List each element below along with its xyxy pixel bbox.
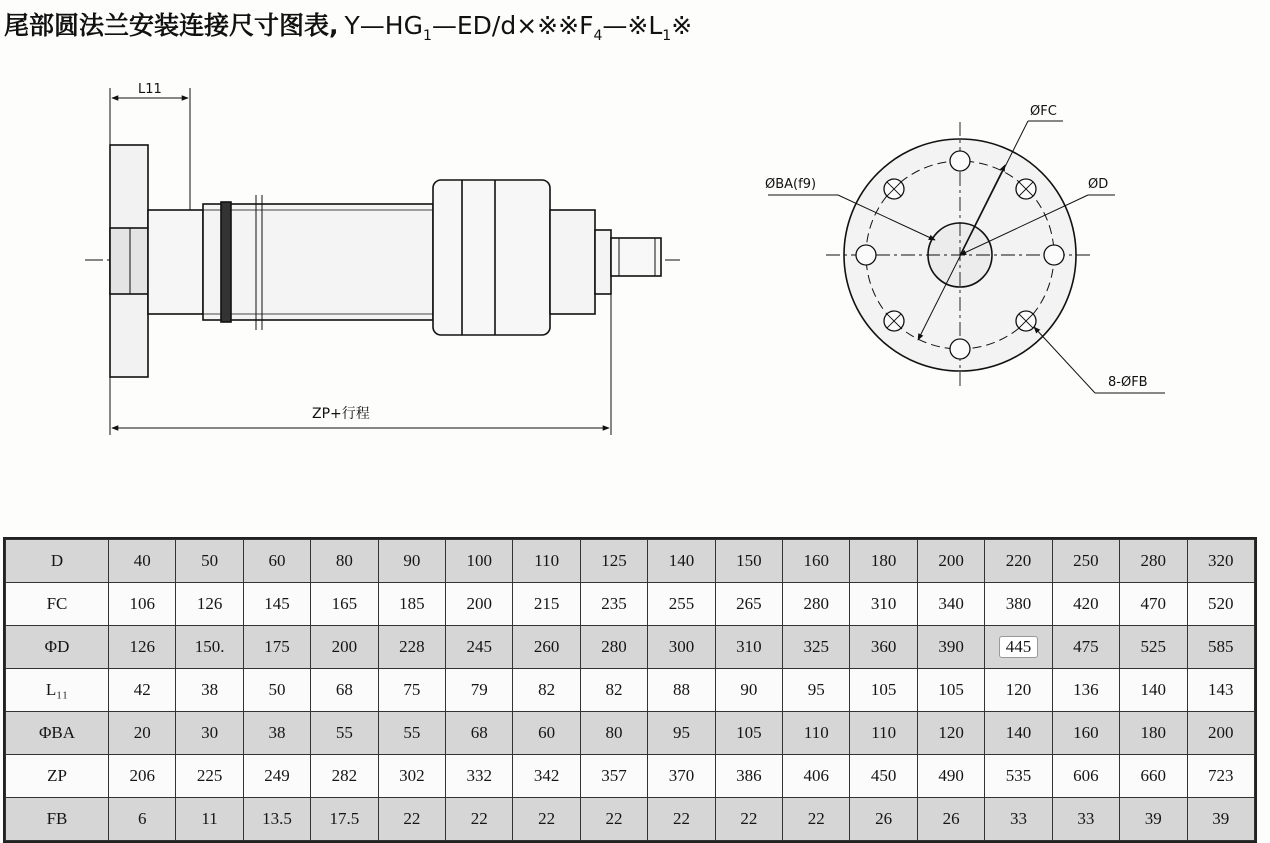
- table-cell: 82: [513, 669, 580, 712]
- row-header: L₁₁: [6, 669, 109, 712]
- table-cell: 150: [715, 540, 782, 583]
- front-head: [433, 180, 550, 335]
- table-cell: 200: [311, 626, 378, 669]
- row-header: D: [6, 540, 109, 583]
- table-cell: 39: [1120, 798, 1187, 841]
- table-cell: 200: [917, 540, 984, 583]
- table-cell: 95: [648, 712, 715, 755]
- table-cell: 280: [580, 626, 647, 669]
- rear-cap: [148, 210, 203, 314]
- table-cell: 180: [850, 540, 917, 583]
- table-cell: 79: [446, 669, 513, 712]
- table-cell: 325: [783, 626, 850, 669]
- table-cell: 110: [850, 712, 917, 755]
- table-cell: 175: [243, 626, 310, 669]
- table-cell: 22: [513, 798, 580, 841]
- cylinder-side-view: [85, 88, 680, 435]
- table-cell: 20: [109, 712, 176, 755]
- table-cell: 82: [580, 669, 647, 712]
- dimension-table: [3, 537, 1257, 843]
- table-cell: 535: [985, 755, 1052, 798]
- table-cell: 282: [311, 755, 378, 798]
- table-cell: 660: [1120, 755, 1187, 798]
- cylinder-tube: [203, 204, 433, 320]
- table-cell: 60: [243, 540, 310, 583]
- table-cell: 265: [715, 583, 782, 626]
- table-row: [6, 540, 1255, 583]
- table-cell: 140: [1120, 669, 1187, 712]
- table-cell: 585: [1187, 626, 1255, 669]
- table-cell: 110: [513, 540, 580, 583]
- table-cell: 26: [917, 798, 984, 841]
- table-cell: 106: [109, 583, 176, 626]
- table-cell: 90: [378, 540, 445, 583]
- table-cell: 332: [446, 755, 513, 798]
- table-cell: 80: [311, 540, 378, 583]
- table-cell: 310: [850, 583, 917, 626]
- table-row: [6, 626, 1255, 669]
- table-cell: 302: [378, 755, 445, 798]
- label-fc: ØFC: [1030, 104, 1057, 119]
- table-cell: 140: [985, 712, 1052, 755]
- table-cell: 38: [176, 669, 243, 712]
- table-cell: 105: [850, 669, 917, 712]
- table-cell: 68: [311, 669, 378, 712]
- table-cell: 200: [1187, 712, 1255, 755]
- table-cell: 245: [446, 626, 513, 669]
- table-cell: 300: [648, 626, 715, 669]
- table-cell: 260: [513, 626, 580, 669]
- page-title: 尾部圆法兰安装连接尺寸图表, $Y—HG_1—ED/d\times※※F_4—※L_1※$: [4, 11, 693, 44]
- table-cell: 340: [917, 583, 984, 626]
- table-cell: 80: [580, 712, 647, 755]
- table-cell: 22: [648, 798, 715, 841]
- table-row: [6, 712, 1255, 755]
- table-cell: 380: [985, 583, 1052, 626]
- table-cell: 105: [917, 669, 984, 712]
- table-cell: 360: [850, 626, 917, 669]
- table-cell: 165: [311, 583, 378, 626]
- table-cell: 390: [917, 626, 984, 669]
- row-header: ΦD: [6, 626, 109, 669]
- table-cell: 606: [1052, 755, 1119, 798]
- table-cell: 120: [985, 669, 1052, 712]
- table-row: [6, 583, 1255, 626]
- table-cell: [985, 626, 1052, 669]
- table-cell: 88: [648, 669, 715, 712]
- table-cell: 406: [783, 755, 850, 798]
- table-cell: 310: [715, 626, 782, 669]
- table-cell: 39: [1187, 798, 1255, 841]
- table-cell: 75: [378, 669, 445, 712]
- table-cell: 490: [917, 755, 984, 798]
- table-cell: 38: [243, 712, 310, 755]
- row-header: FB: [6, 798, 109, 841]
- table-cell: 11: [176, 798, 243, 841]
- table-cell: 150.: [176, 626, 243, 669]
- table-cell: 525: [1120, 626, 1187, 669]
- seal-ring: [221, 202, 231, 322]
- table-cell: 206: [109, 755, 176, 798]
- table-cell: 357: [580, 755, 647, 798]
- table-cell: 50: [243, 669, 310, 712]
- table-cell: 22: [378, 798, 445, 841]
- table-row: [6, 669, 1255, 712]
- table-cell: 22: [580, 798, 647, 841]
- table-cell: 342: [513, 755, 580, 798]
- table-cell: 520: [1187, 583, 1255, 626]
- table-cell: 68: [446, 712, 513, 755]
- table-cell: 55: [311, 712, 378, 755]
- table-cell: 30: [176, 712, 243, 755]
- table-cell: 13.5: [243, 798, 310, 841]
- table-cell: 280: [1120, 540, 1187, 583]
- row-header: FC: [6, 583, 109, 626]
- table-cell: 6: [109, 798, 176, 841]
- title-main: 尾部圆法兰安装连接尺寸图表: [4, 11, 330, 40]
- table-cell: 250: [1052, 540, 1119, 583]
- table-cell: 215: [513, 583, 580, 626]
- table-cell: 55: [378, 712, 445, 755]
- label-zp-stroke: ZP+行程: [312, 406, 370, 422]
- table-cell: 249: [243, 755, 310, 798]
- table-cell: 140: [648, 540, 715, 583]
- table-cell: 180: [1120, 712, 1187, 755]
- table-cell: 320: [1187, 540, 1255, 583]
- label-d: ØD: [1088, 177, 1109, 192]
- table-cell: 386: [715, 755, 782, 798]
- table-cell: 90: [715, 669, 782, 712]
- table-cell: 220: [985, 540, 1052, 583]
- table-cell: 105: [715, 712, 782, 755]
- table-cell: 225: [176, 755, 243, 798]
- table-cell: 22: [446, 798, 513, 841]
- row-header: ZP: [6, 755, 109, 798]
- table-cell: 26: [850, 798, 917, 841]
- table-cell: 145: [243, 583, 310, 626]
- table-cell: 125: [580, 540, 647, 583]
- table-cell: 33: [985, 798, 1052, 841]
- table-cell: 100: [446, 540, 513, 583]
- table-cell: 475: [1052, 626, 1119, 669]
- table-cell: 143: [1187, 669, 1255, 712]
- table-cell: 110: [783, 712, 850, 755]
- row-header: ΦBA: [6, 712, 109, 755]
- table-cell: 136: [1052, 669, 1119, 712]
- table-cell: 228: [378, 626, 445, 669]
- table-cell: 160: [1052, 712, 1119, 755]
- highlighted-value: 445: [999, 636, 1039, 658]
- table-cell: 126: [109, 626, 176, 669]
- table-cell: 40: [109, 540, 176, 583]
- table-row: [6, 798, 1255, 841]
- table-cell: 723: [1187, 755, 1255, 798]
- table-cell: 42: [109, 669, 176, 712]
- table-cell: 370: [648, 755, 715, 798]
- table-cell: 255: [648, 583, 715, 626]
- table-cell: 126: [176, 583, 243, 626]
- label-ba: ØBA(f9): [765, 177, 817, 192]
- table-cell: 470: [1120, 583, 1187, 626]
- table-cell: 50: [176, 540, 243, 583]
- table-cell: 22: [783, 798, 850, 841]
- table-cell: 17.5: [311, 798, 378, 841]
- table-cell: 450: [850, 755, 917, 798]
- table-cell: 95: [783, 669, 850, 712]
- gland: [550, 210, 595, 314]
- label-fb: 8-ØFB: [1108, 375, 1148, 390]
- table-cell: 420: [1052, 583, 1119, 626]
- table-cell: 185: [378, 583, 445, 626]
- table-cell: 280: [783, 583, 850, 626]
- table-cell: 200: [446, 583, 513, 626]
- table-cell: 60: [513, 712, 580, 755]
- table-row: [6, 755, 1255, 798]
- table-cell: 22: [715, 798, 782, 841]
- table-cell: 120: [917, 712, 984, 755]
- title-model-code: $Y—HG_1—ED/d\times※※F_4—※L_1※$: [344, 11, 693, 44]
- table-cell: 33: [1052, 798, 1119, 841]
- flange-end-view: [768, 121, 1165, 393]
- table-cell: 160: [783, 540, 850, 583]
- label-l11: L11: [138, 82, 162, 97]
- table-cell: 235: [580, 583, 647, 626]
